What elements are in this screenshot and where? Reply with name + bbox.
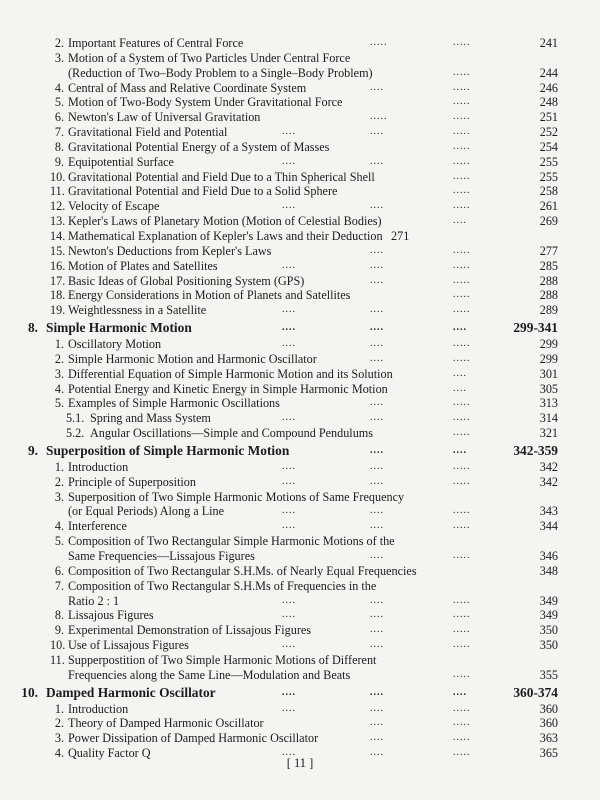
toc-entry: [0, 534, 600, 549]
entry-page: 285: [539, 258, 558, 273]
entry-number: 10.: [50, 169, 66, 184]
dot-leader: ....: [370, 126, 384, 138]
entry-number: 5.: [54, 534, 64, 549]
dot-leader: ....: [370, 594, 384, 606]
dot-leader: ....: [370, 550, 384, 561]
dot-leader: ....: [282, 505, 296, 517]
entry-page: 289: [539, 303, 558, 318]
dot-leader: .....: [453, 668, 471, 680]
dot-leader: .....: [370, 111, 388, 123]
dot-leader: ....: [370, 460, 384, 472]
toc-entry: [0, 155, 600, 170]
entry-title: Superposition of Simple Harmonic Motion: [46, 442, 290, 458]
entry-page: 360: [539, 701, 558, 716]
entry-title: Examples of Simple Harmonic Oscillations: [68, 396, 280, 411]
entry-title: Gravitational Potential and Field Due to a Solid Sphere: [68, 184, 338, 199]
entry-number: 6.: [54, 110, 64, 125]
entry-title: Damped Harmonic Oscillator: [46, 684, 216, 700]
entry-number: 15.: [50, 243, 66, 258]
dot-leader: ....: [370, 444, 384, 456]
dot-leader: ....: [282, 412, 296, 424]
toc-entry: [0, 623, 600, 638]
entry-page: 299-341: [513, 320, 558, 336]
dot-leader: .....: [453, 609, 471, 621]
entry-number: 16.: [50, 258, 66, 273]
toc-entry: [0, 426, 600, 441]
dot-leader: ....: [282, 460, 296, 472]
entry-number: 4.: [54, 80, 64, 95]
entry-number: 10.: [50, 638, 66, 653]
toc-entry: [0, 367, 600, 382]
entry-page: 254: [539, 139, 558, 154]
dot-leader: .....: [453, 96, 471, 108]
toc-entry: [0, 125, 600, 140]
toc-entry: [0, 352, 600, 367]
dot-leader: ....: [282, 609, 296, 621]
dot-leader: ....: [370, 639, 384, 651]
dot-leader: ....: [370, 259, 384, 271]
dot-leader: .....: [453, 111, 471, 123]
toc-entry: [0, 337, 600, 352]
toc-entry: [0, 460, 600, 475]
entry-title: Oscillatory Motion: [68, 337, 162, 352]
dot-leader: ....: [370, 81, 384, 93]
entry-title: Power Dissipation of Damped Harmonic Oscillator: [68, 731, 319, 746]
entry-title: Ratio 2 : 1: [68, 593, 120, 608]
entry-number: 6.: [54, 563, 64, 578]
toc-entry: [0, 214, 600, 229]
entry-page: 355: [539, 667, 558, 682]
entry-title: Experimental Demonstration of Lissajous Figures: [68, 623, 312, 638]
toc-entry: [0, 411, 600, 426]
toc-entry: [0, 702, 600, 717]
entry-page: 348: [539, 563, 558, 578]
entry-title: Differential Equation of Simple Harmonic Motion and its Solution: [68, 366, 393, 381]
entry-number: 8.: [27, 320, 38, 336]
page-number: [ 11 ]: [286, 756, 314, 770]
entry-title: Same Frequencies—Lissajous Figures: [68, 549, 255, 563]
toc-chapter-heading: [0, 441, 600, 460]
toc-entry: [0, 653, 600, 668]
dot-leader: ....: [282, 259, 296, 271]
toc-entry: [0, 519, 600, 534]
dot-leader: ....: [370, 475, 384, 487]
toc-entry: [0, 504, 600, 519]
entry-page: 342: [539, 459, 558, 474]
dot-leader: .....: [453, 717, 471, 729]
entry-number: 9.: [54, 154, 64, 169]
entry-page: 342: [539, 474, 558, 489]
entry-page: 363: [539, 731, 558, 746]
entry-page: 360-374: [513, 684, 558, 700]
toc-entry: [0, 303, 600, 318]
dot-leader: ....: [370, 702, 384, 714]
entry-number: 4.: [54, 746, 64, 761]
entry-title: Composition of Two Rectangular S.H.Ms. of Nearly Equal Frequencies: [68, 563, 417, 578]
entry-title: Use of Lissajous Figures: [68, 638, 189, 653]
entry-number: 10.: [21, 684, 38, 700]
dot-leader: .....: [453, 155, 471, 167]
entry-number: 2.: [54, 36, 64, 50]
entry-number: 3.: [54, 731, 64, 746]
dot-leader: .....: [453, 505, 471, 517]
entry-title: Introduction: [68, 459, 129, 474]
dot-leader: .....: [453, 304, 471, 316]
entry-page: 349: [539, 608, 558, 623]
toc-entry: [0, 668, 600, 683]
dot-leader: .....: [453, 352, 471, 364]
dot-leader: .....: [453, 338, 471, 350]
toc-entry: [0, 95, 600, 110]
dot-leader: .....: [370, 37, 388, 48]
dot-leader: .....: [453, 244, 471, 256]
entry-page: 251: [539, 110, 558, 125]
entry-title: Important Features of Central Force: [68, 36, 244, 50]
entry-number: 2.: [54, 351, 64, 366]
entry-page: 349: [539, 593, 558, 608]
dot-leader: ....: [370, 624, 384, 636]
entry-title: Weightlessness in a Satellite: [68, 303, 207, 318]
toc-entry: [0, 110, 600, 125]
dot-leader: ....: [282, 475, 296, 487]
dot-leader: .....: [453, 624, 471, 636]
dot-leader: .....: [453, 259, 471, 271]
entry-title: Velocity of Escape: [68, 199, 160, 214]
entry-number: 13.: [50, 214, 66, 229]
toc-entry: [0, 199, 600, 214]
dot-leader: ....: [370, 609, 384, 621]
dot-leader: ....: [370, 200, 384, 212]
entry-title: Central of Mass and Relative Coordinate System: [68, 80, 307, 95]
entry-title: Energy Considerations in Motion of Planets and Satellites: [68, 288, 351, 303]
dot-leader: ....: [282, 322, 296, 334]
dot-leader: .....: [453, 81, 471, 93]
entry-page: 258: [539, 184, 558, 199]
entry-page: 288: [539, 288, 558, 303]
dot-leader: ....: [370, 244, 384, 256]
dot-leader: ....: [370, 505, 384, 517]
entry-number: 18.: [50, 288, 66, 303]
entry-page: 248: [539, 95, 558, 110]
dot-leader: .....: [453, 732, 471, 744]
entry-title: Principle of Superposition: [68, 474, 196, 489]
dot-leader: .....: [453, 594, 471, 606]
entry-title: Gravitational Field and Potential: [68, 125, 228, 140]
toc-entry: [0, 51, 600, 66]
dot-leader: ....: [370, 397, 384, 409]
dot-leader: ....: [370, 520, 384, 532]
toc-entry: [0, 274, 600, 289]
dot-leader: ....: [370, 412, 384, 424]
entry-number: 1.: [54, 701, 64, 716]
dot-leader: .....: [453, 639, 471, 651]
entry-title: Angular Oscillations—Simple and Compound Pendulums: [90, 426, 374, 441]
toc-entry: [0, 81, 600, 96]
toc-entry: [0, 288, 600, 303]
entry-title: Motion of a System of Two Particles Under Central Force: [68, 50, 351, 65]
toc-entry: [0, 382, 600, 397]
toc-entry: [0, 259, 600, 274]
entry-title: Motion of Two-Body System Under Gravitational Force: [68, 95, 343, 110]
dot-leader: ....: [370, 686, 384, 698]
entry-page: 321: [539, 426, 558, 441]
entry-title: (Reduction of Two–Body Problem to a Single–Body Problem): [68, 65, 373, 80]
toc-entry: [0, 170, 600, 185]
dot-leader: .....: [453, 200, 471, 212]
dot-leader: .....: [453, 140, 471, 152]
toc-entry: [0, 36, 600, 51]
dot-leader: ....: [282, 126, 296, 138]
entry-number: 7.: [54, 578, 64, 593]
entry-title: Newton's Deductions from Kepler's Laws: [68, 243, 272, 258]
entry-number: 1.: [54, 337, 64, 352]
dot-leader: .....: [453, 550, 471, 561]
toc-entry: [0, 579, 600, 594]
dot-leader: ....: [370, 732, 384, 744]
dot-leader: .....: [453, 747, 471, 759]
entry-page: 269: [539, 214, 558, 229]
entry-page: 299: [539, 337, 558, 352]
dot-leader: .....: [453, 460, 471, 472]
entry-title: Mathematical Explanation of Kepler's Laws and their Deduction: [68, 228, 383, 243]
toc-entry: [0, 608, 600, 623]
entry-page: 346: [539, 549, 558, 563]
entry-number: 5.2.: [66, 426, 85, 441]
entry-title: Gravitational Potential and Field Due to a Thin Spherical Shell: [68, 169, 375, 184]
entry-title: Introduction: [68, 701, 129, 716]
entry-page: 244: [539, 65, 558, 80]
dot-leader: ....: [282, 639, 296, 651]
dot-leader: ....: [370, 717, 384, 729]
entry-page: 241: [539, 36, 558, 50]
dot-leader: ....: [370, 304, 384, 316]
toc-entry: [0, 549, 600, 564]
entry-number: 8.: [54, 139, 64, 154]
entry-page: 261: [539, 199, 558, 214]
toc-chapter-heading: [0, 318, 600, 337]
dot-leader: .....: [453, 274, 471, 286]
toc-entry: [0, 396, 600, 411]
entry-title: Frequencies along the Same Line—Modulation and Beats: [68, 667, 351, 682]
dot-leader: ....: [282, 594, 296, 606]
entry-page: 277: [539, 243, 558, 258]
entry-page: 255: [539, 154, 558, 169]
dot-leader: ....: [370, 747, 384, 759]
dot-leader: .....: [453, 126, 471, 138]
toc-chapter-heading: [0, 683, 600, 702]
entry-title: Superposition of Two Simple Harmonic Motions of Same Frequency: [68, 489, 405, 504]
entry-page: 301: [539, 366, 558, 381]
entry-title: (or Equal Periods) Along a Line: [68, 504, 225, 519]
dot-leader: ....: [282, 686, 296, 698]
dot-leader: .....: [453, 185, 471, 197]
entry-number: 7.: [54, 125, 64, 140]
entry-title: Theory of Damped Harmonic Oscillator: [68, 716, 264, 731]
dot-leader: ....: [453, 686, 467, 698]
entry-title: Kepler's Laws of Planetary Motion (Motion of Celestial Bodies): [68, 214, 382, 229]
entry-number: 3.: [54, 50, 64, 65]
entry-title: Simple Harmonic Motion and Harmonic Oscillator: [68, 351, 317, 366]
entry-number: 17.: [50, 273, 66, 288]
toc-entry: [0, 184, 600, 199]
dot-leader: ....: [282, 155, 296, 167]
entry-number: 9.: [27, 442, 38, 458]
toc-entry: [0, 229, 600, 244]
entry-number: 2.: [54, 716, 64, 731]
entry-title: Lissajous Figures: [68, 608, 154, 623]
entry-page: 365: [539, 746, 558, 761]
dot-leader: ....: [370, 322, 384, 334]
entry-number: 3.: [54, 489, 64, 504]
entry-number: 11.: [50, 652, 65, 667]
entry-title: Motion of Plates and Satellites: [68, 258, 218, 273]
dot-leader: .....: [453, 289, 471, 301]
toc-entry: [0, 66, 600, 81]
dot-leader: ....: [453, 215, 467, 227]
dot-leader: .....: [453, 475, 471, 487]
entry-page: 313: [539, 396, 558, 411]
entry-page: 350: [539, 638, 558, 653]
toc-entry: [0, 490, 600, 505]
entry-number: 4.: [54, 519, 64, 534]
entry-title: Composition of Two Rectangular Simple Harmonic Motions of the: [68, 534, 395, 549]
entry-number: 2.: [54, 474, 64, 489]
toc-entry: [0, 140, 600, 155]
entry-title: Newton's Law of Universal Gravitation: [68, 110, 261, 125]
dot-leader: ....: [282, 702, 296, 714]
dot-leader: ....: [453, 322, 467, 334]
entry-title: Quality Factor Q: [68, 746, 151, 761]
toc-entry: [0, 731, 600, 746]
entry-title: Simple Harmonic Motion: [46, 320, 192, 336]
toc-entry: [0, 475, 600, 490]
entry-number: 3.: [54, 366, 64, 381]
toc-entry: [0, 244, 600, 259]
entry-page: 288: [539, 273, 558, 288]
dot-leader: ....: [453, 444, 467, 456]
toc-entry: [0, 638, 600, 653]
dot-leader: ....: [453, 382, 467, 394]
entry-number: 19.: [50, 303, 66, 318]
toc-entry: [0, 564, 600, 579]
entry-title: Basic Ideas of Global Positioning System (GPS): [68, 273, 305, 288]
entry-title: Potential Energy and Kinetic Energy in Simple Harmonic Motion: [68, 381, 388, 396]
entry-page: 299: [539, 351, 558, 366]
dot-leader: ....: [282, 200, 296, 212]
entry-number: 11.: [50, 184, 65, 199]
dot-leader: .....: [453, 702, 471, 714]
dot-leader: .....: [453, 397, 471, 409]
dot-leader: ....: [282, 520, 296, 532]
entry-number: 4.: [54, 381, 64, 396]
entry-page: 360: [539, 716, 558, 731]
toc-entry: [0, 716, 600, 731]
entry-title: Composition of Two Rectangular S.H.Ms of Frequencies in the: [68, 578, 377, 593]
entry-number: 12.: [50, 199, 66, 214]
dot-leader: ....: [282, 338, 296, 350]
entry-number: 5.1.: [66, 411, 85, 426]
entry-page: 344: [539, 519, 558, 534]
table-of-contents: [0, 36, 600, 761]
dot-leader: .....: [453, 427, 471, 439]
dot-leader: ....: [370, 155, 384, 167]
dot-leader: ....: [453, 367, 467, 379]
entry-number: 5.: [54, 95, 64, 110]
entry-title: Spring and Mass System: [90, 411, 211, 426]
dot-leader: ....: [282, 304, 296, 316]
entry-page: 305: [539, 381, 558, 396]
dot-leader: .....: [453, 520, 471, 532]
entry-page: 342-359: [513, 442, 558, 458]
entry-number: 1.: [54, 459, 64, 474]
entry-title: Equipotential Surface: [68, 154, 174, 169]
dot-leader: .....: [453, 66, 471, 78]
entry-number: 14.: [50, 228, 66, 243]
entry-title: Supperpostition of Two Simple Harmonic Motions of Different: [68, 652, 377, 667]
entry-page: 255: [539, 169, 558, 184]
entry-title: Gravitational Potential Energy of a System of Masses: [68, 139, 330, 154]
dot-leader: .....: [453, 412, 471, 424]
dot-leader: ....: [282, 747, 296, 759]
dot-leader: .....: [453, 170, 471, 182]
entry-number: 9.: [54, 623, 64, 638]
entry-title: Interference: [68, 519, 127, 534]
dot-leader: ....: [370, 352, 384, 364]
entry-page: 343: [539, 504, 558, 519]
entry-page: 246: [539, 80, 558, 95]
entry-number: 5.: [54, 396, 64, 411]
toc-entry: [0, 594, 600, 609]
entry-page: 271: [391, 228, 410, 243]
dot-leader: ....: [370, 338, 384, 350]
entry-number: 8.: [54, 608, 64, 623]
dot-leader: ....: [370, 274, 384, 286]
entry-page: 314: [539, 411, 558, 426]
entry-page: 350: [539, 623, 558, 638]
dot-leader: .....: [453, 37, 471, 48]
entry-page: 252: [539, 125, 558, 140]
